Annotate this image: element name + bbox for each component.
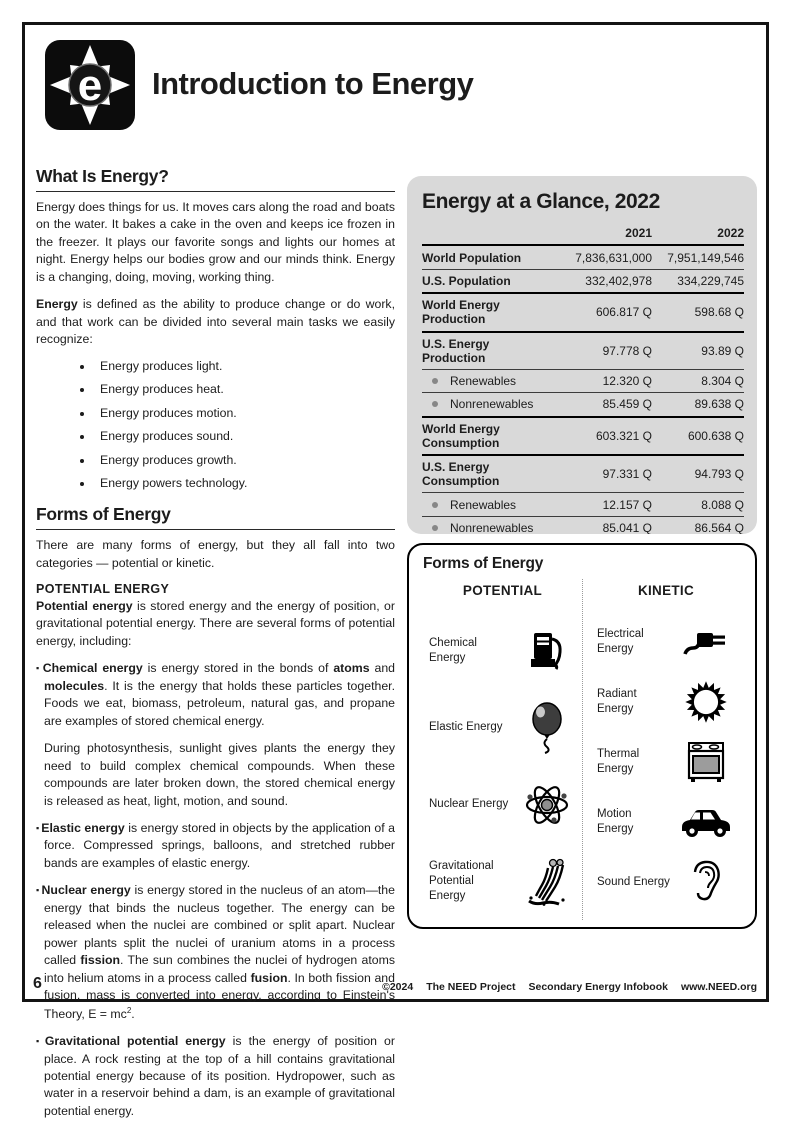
table-row: World Energy Production 606.817 Q 598.68 Q: [422, 294, 744, 332]
form-item-label: Nuclear Energy: [429, 798, 509, 811]
credit-part: Secondary Energy Infobook: [528, 981, 668, 993]
form-item-label: Radiant Energy: [597, 688, 637, 715]
bullet-dot-icon: [432, 401, 438, 407]
left-column: [36, 166, 395, 1130]
forms-of-energy-panel: [407, 543, 757, 929]
credit-part: ©2024: [382, 981, 414, 993]
waterfall-icon: [523, 857, 571, 907]
atom-icon: [524, 782, 570, 828]
forms-panel-title: Forms of Energy: [423, 555, 544, 572]
svg-text:e: e: [77, 61, 103, 110]
form-item: [429, 766, 576, 843]
paragraph: ▪ Chemical energy is energy stored in the bonds of atoms and molecules. It is the energy that holds these particles together. Foods we eat, biomass, petroleum, natural gas, and propane are examples of stored chemical energy.: [36, 661, 395, 728]
list-item: • Energy produces heat.: [94, 382, 395, 396]
glance-title: Energy at a Glance, 2022: [422, 190, 660, 213]
form-item-label: Gravitational Potential Energy: [429, 860, 494, 902]
form-item: [597, 792, 735, 852]
square-bullet-icon: ▪: [36, 663, 41, 674]
energy-at-a-glance-panel: [407, 176, 757, 534]
ear-icon: [687, 858, 725, 906]
paragraph: ▪ Gravitational potential energy is the energy of position or place. A rock resting at the top of a hill contains gravitational potential energy because of its position. Hydropower, such as water in a reservoir behind a dam, is an example of gravitational potential energy.: [36, 1034, 395, 1118]
paragraph: There are many forms of energy, but they all fall into two categories — potential or kinetic.: [36, 538, 395, 570]
table-row: World Population 7,836,631,000 7,951,149,546: [422, 246, 744, 269]
list-item: • Energy produces motion.: [94, 406, 395, 420]
section-heading-what-is-energy: What Is Energy?: [36, 166, 395, 192]
list-item: • Energy produces light.: [94, 359, 395, 373]
table-row: World Energy Consumption 603.321 Q 600.638 Q: [422, 418, 744, 456]
paragraph: Energy does things for us. It moves cars along the road and boats on the water. It bakes a cake in the oven and keeps ice frozen in the freezer. It plays our favorite songs and lights our homes at night. Energy helps our bodies grow and our minds think. Energy is a changing, doing, moving, working thing.: [36, 200, 395, 284]
section-heading-forms-of-energy: Forms of Energy: [36, 504, 395, 530]
form-item-label: Electrical Energy: [597, 628, 644, 655]
glance-table: [422, 246, 744, 534]
bullet-dot-icon: [432, 502, 438, 508]
bullet-dot-icon: [432, 378, 438, 384]
form-item: [429, 612, 576, 689]
column-header-2021: 2021: [625, 226, 652, 241]
form-item: [597, 852, 735, 912]
bullet-dot-icon: [432, 525, 438, 531]
form-item-label: Sound Energy: [597, 875, 670, 888]
gas-pump-icon: [526, 629, 568, 673]
bullet-list: [36, 359, 395, 491]
kinetic-column: [582, 579, 741, 920]
list-item: • Energy produces sound.: [94, 429, 395, 443]
footer-credit: [382, 981, 757, 993]
need-logo: [45, 40, 135, 130]
paragraph: Energy is defined as the ability to produce change or do work, and that work can be divided into several main tasks we easily recognize:: [36, 297, 395, 347]
form-item: [429, 843, 576, 920]
square-bullet-icon: ▪: [36, 885, 40, 896]
form-item-label: Elastic Energy: [429, 721, 503, 734]
table-header-row: [422, 222, 744, 246]
table-row: Nonrenewables 85.459 Q 89.638 Q: [422, 393, 744, 417]
page-title: Introduction to Energy: [152, 66, 474, 101]
column-header-potential: POTENTIAL: [462, 583, 543, 598]
square-bullet-icon: ▪: [36, 823, 40, 834]
form-item-label: Thermal Energy: [597, 748, 640, 775]
credit-part: The NEED Project: [426, 981, 516, 993]
paragraph: ▪ Nuclear energy is energy stored in the nucleus of an atom—the energy that binds the nucleus together. The energy can be released when the nuclei are combined or split apart. Nuclear power plants split the nuclei of uranium atoms in a process called fission. The sun combines the nuclei of hydrogen atoms into helium atoms in a process called fusion. In both fission and fusion, mass is converted into energy, according to Einstein's Theory, $E = mc^2$.: [36, 883, 395, 1021]
column-header-2022: 2022: [717, 226, 744, 241]
table-row: U.S. Population 332,402,978 334,229,745: [422, 270, 744, 294]
form-item: [429, 689, 576, 766]
potential-column: [423, 579, 582, 920]
stove-icon: [683, 740, 729, 784]
column-header-kinetic: KINETIC: [637, 583, 695, 598]
plug-icon: [681, 624, 731, 660]
potential-energy-paragraphs: [36, 598, 395, 1120]
form-item-label: Motion Energy: [597, 808, 634, 835]
sun-icon: [683, 679, 729, 725]
table-row: U.S. Energy Consumption 97.331 Q 94.793 Q: [422, 456, 744, 493]
table-row: Renewables 12.157 Q 8.088 Q: [422, 493, 744, 516]
paragraph: During photosynthesis, sunlight gives plants the energy they need to build complex chemical compounds. When these compounds are later broken down, the stored chemical energy is released as heat, light, motion, and sound.: [44, 741, 395, 808]
form-item: [597, 732, 735, 792]
table-row: Renewables 12.320 Q 8.304 Q: [422, 370, 744, 393]
form-item-label: Chemical Energy: [429, 636, 477, 664]
form-item: [597, 672, 735, 732]
form-item: [597, 612, 735, 672]
paragraph: ▪ Elastic energy is energy stored in objects by the application of a force. Compressed springs, balloons, and stretched rubber bands are examples of elastic energy.: [36, 821, 395, 870]
square-bullet-icon: ▪: [36, 1036, 43, 1047]
car-icon: [679, 804, 733, 840]
table-row: U.S. Energy Production 97.778 Q 93.89 Q: [422, 333, 744, 370]
credit-part: www.NEED.org: [680, 981, 757, 993]
subsection-heading-potential-energy: POTENTIAL ENERGY: [36, 582, 170, 597]
list-item: • Energy powers technology.: [94, 476, 395, 490]
paragraph: Potential energy is stored energy and the energy of position, or gravitational potential energy. There are several forms of potential energy, including:: [36, 599, 395, 648]
balloon-icon: [527, 702, 567, 754]
page-number: 6: [33, 975, 42, 992]
table-row: Nonrenewables 85.041 Q 86.564 Q: [422, 517, 744, 534]
list-item: • Energy produces growth.: [94, 453, 395, 467]
